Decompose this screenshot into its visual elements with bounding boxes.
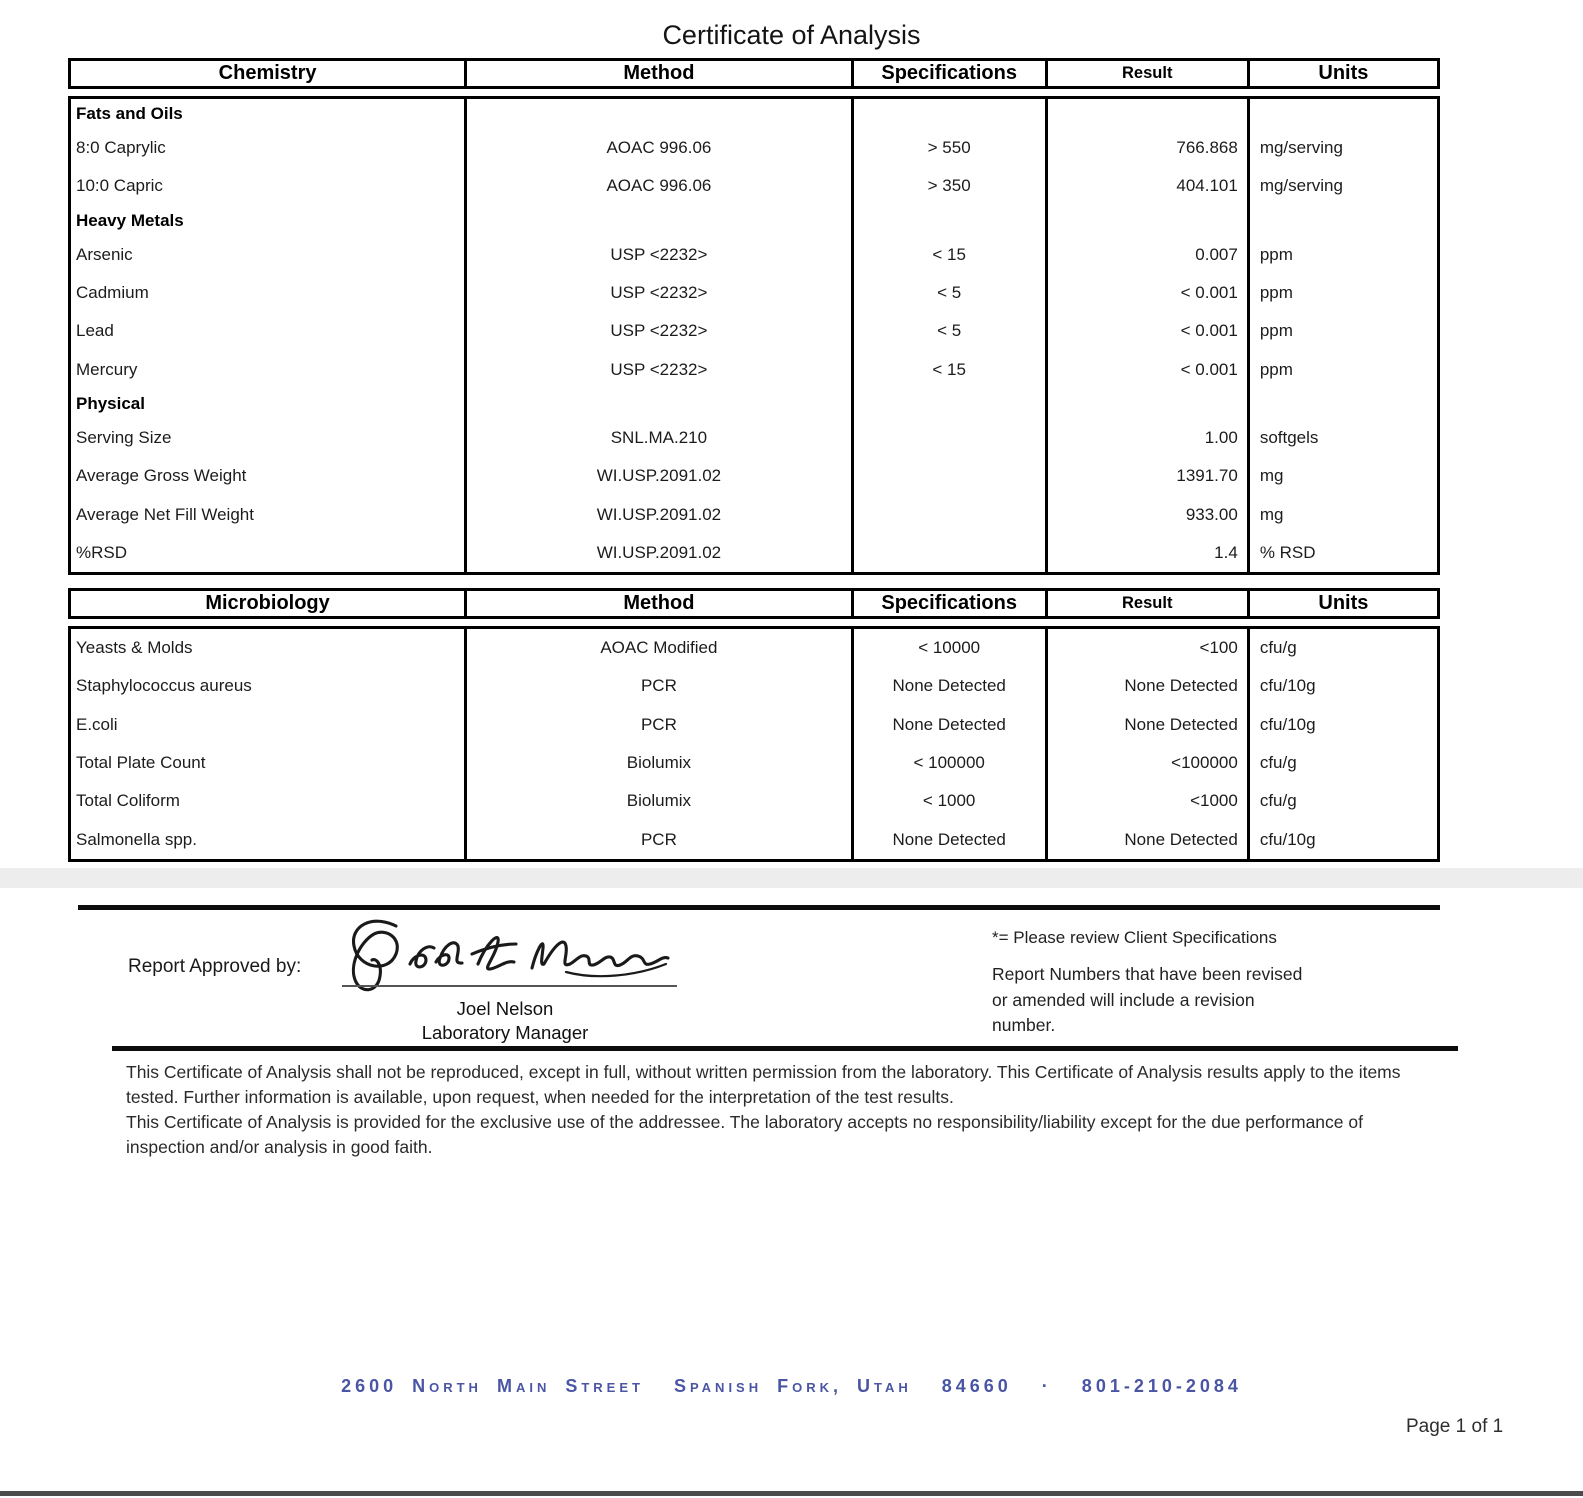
- chemistry-cell-c3: [854, 457, 1048, 495]
- signer-name: Joel Nelson: [456, 998, 554, 1019]
- microbiology-cell-c3: None Detected: [854, 821, 1048, 859]
- signature-line: [342, 985, 677, 987]
- microbiology-cell-c5: cfu/g: [1259, 638, 1297, 658]
- microbiology-cell-c2: AOAC Modified: [467, 629, 854, 667]
- chemistry-cell-c5: mg/serving: [1259, 138, 1343, 158]
- chemistry-cell-c5: mg: [1259, 504, 1284, 524]
- chemistry-data-row: [71, 419, 1437, 457]
- chemistry-cell-c1: 8:0 Caprylic: [71, 129, 467, 167]
- microbiology-data-row: [71, 744, 1437, 782]
- chemistry-cell-c2: USP <2232>: [467, 274, 854, 312]
- chemistry-cell-c4: < 0.001: [1048, 274, 1250, 312]
- page-title: Certificate of Analysis: [662, 20, 921, 50]
- column-header-units: Units: [1318, 592, 1369, 614]
- chemistry-cell-c5: softgels: [1259, 427, 1319, 447]
- chemistry-cell-c2: AOAC 996.06: [467, 129, 854, 167]
- chemistry-table-body: [68, 96, 1440, 575]
- microbiology-data-row: [71, 821, 1437, 859]
- divider-bottom: [112, 1046, 1458, 1051]
- chemistry-cell-c1: Heavy Metals: [71, 206, 467, 236]
- chemistry-cell-c2: USP <2232>: [467, 350, 854, 388]
- microbiology-cell-c2: PCR: [467, 667, 854, 705]
- chemistry-cell-c5: ppm: [1259, 283, 1293, 303]
- column-header-specifications: Specifications: [854, 591, 1048, 616]
- chemistry-cell-c2: WI.USP.2091.02: [467, 457, 854, 495]
- column-header-chemistry: Chemistry: [71, 61, 467, 86]
- microbiology-cell-c5: cfu/10g: [1259, 676, 1316, 696]
- chemistry-cell-c3: < 5: [854, 312, 1048, 350]
- chemistry-cell-c3: [854, 389, 1048, 419]
- chemistry-data-row: [71, 312, 1437, 350]
- microbiology-cell-c1: Yeasts & Molds: [71, 629, 467, 667]
- microbiology-cell-c1: Salmonella spp.: [71, 821, 467, 859]
- chemistry-cell-c1: Physical: [71, 389, 467, 419]
- microbiology-table-header: [68, 588, 1440, 619]
- chemistry-cell-c3: [854, 495, 1048, 533]
- chemistry-cell-c2: [467, 206, 854, 236]
- microbiology-cell-c4: None Detected: [1048, 667, 1250, 705]
- microbiology-table-body: [68, 626, 1440, 862]
- microbiology-cell-c3: < 1000: [854, 782, 1048, 820]
- microbiology-cell-c3: None Detected: [854, 706, 1048, 744]
- microbiology-cell-c4: <100000: [1048, 744, 1250, 782]
- chemistry-cell-c4: [1048, 206, 1250, 236]
- chemistry-cell-c3: > 550: [854, 129, 1048, 167]
- disclaimer: [126, 1060, 1426, 1160]
- disclaimer-paragraph-2: This Certificate of Analysis is provided for the exclusive use of the addressee. The laboratory accepts no responsibility/liability except for the due performance of inspection and/or analysis in good faith.: [126, 1112, 1363, 1157]
- microbiology-cell-c5: cfu/g: [1259, 753, 1297, 773]
- revision-note: Report Numbers that have been revised or amended will include a revision number.: [992, 964, 1303, 1035]
- chemistry-data-row: [71, 129, 1437, 167]
- microbiology-cell-c1: Total Plate Count: [71, 744, 467, 782]
- chemistry-section-row: [71, 389, 1437, 419]
- chemistry-data-row: [71, 350, 1437, 388]
- chemistry-cell-c5: ppm: [1259, 359, 1293, 379]
- chemistry-data-row: [71, 274, 1437, 312]
- page-number: Page 1 of 1: [1406, 1416, 1504, 1437]
- microbiology-data-row: [71, 629, 1437, 667]
- microbiology-data-row: [71, 706, 1437, 744]
- chemistry-cell-c2: WI.USP.2091.02: [467, 495, 854, 533]
- chemistry-cell-c5: ppm: [1259, 321, 1293, 341]
- chemistry-cell-c4: [1048, 99, 1250, 129]
- chemistry-cell-c4: 1.4: [1048, 534, 1250, 572]
- column-header-method: Method: [467, 61, 854, 86]
- chemistry-cell-c3: < 5: [854, 274, 1048, 312]
- chemistry-cell-c4: 0.007: [1048, 236, 1250, 274]
- client-spec-note: *= Please review Client Specifications: [992, 928, 1277, 947]
- chemistry-cell-c2: WI.USP.2091.02: [467, 534, 854, 572]
- chemistry-data-row: [71, 534, 1437, 572]
- chemistry-cell-c3: [854, 99, 1048, 129]
- chemistry-section-row: [71, 99, 1437, 129]
- report-approved-label: Report Approved by:: [128, 956, 302, 977]
- disclaimer-paragraph-1: This Certificate of Analysis shall not be reproduced, except in full, without written permission from the laboratory. This Certificate of Analysis results apply to the items tested. Further information is available, upon request, when needed for the interpretation of the test results.: [126, 1062, 1401, 1107]
- chemistry-cell-c1: Cadmium: [71, 274, 467, 312]
- chemistry-cell-c5: ppm: [1259, 244, 1293, 264]
- column-header-microbiology: Microbiology: [71, 591, 467, 616]
- chemistry-cell-c1: 10:0 Capric: [71, 167, 467, 205]
- chemistry-cell-c3: [854, 206, 1048, 236]
- column-header-result: Result: [1048, 61, 1250, 86]
- microbiology-cell-c3: < 10000: [854, 629, 1048, 667]
- divider-top: [78, 905, 1440, 910]
- microbiology-cell-c2: Biolumix: [467, 744, 854, 782]
- chemistry-cell-c1: %RSD: [71, 534, 467, 572]
- microbiology-cell-c1: Total Coliform: [71, 782, 467, 820]
- column-header-result: Result: [1048, 591, 1250, 616]
- chemistry-table: [68, 58, 1440, 575]
- chemistry-cell-c5: mg: [1259, 466, 1284, 486]
- chemistry-cell-c1: Fats and Oils: [71, 99, 467, 129]
- chemistry-cell-c4: [1048, 389, 1250, 419]
- microbiology-table: [68, 588, 1440, 862]
- column-header-units: Units: [1318, 62, 1369, 84]
- lab-address: 2600 North Main Street Spanish Fork, Utah 84660 · 801-210-2084: [341, 1376, 1242, 1396]
- chemistry-section-row: [71, 206, 1437, 236]
- chemistry-cell-c4: 766.868: [1048, 129, 1250, 167]
- scan-bottom-edge: [0, 1491, 1583, 1496]
- chemistry-table-header: [68, 58, 1440, 89]
- chemistry-cell-c2: SNL.MA.210: [467, 419, 854, 457]
- chemistry-cell-c3: [854, 419, 1048, 457]
- microbiology-cell-c4: None Detected: [1048, 706, 1250, 744]
- microbiology-cell-c4: <100: [1048, 629, 1250, 667]
- microbiology-cell-c3: < 100000: [854, 744, 1048, 782]
- chemistry-cell-c4: < 0.001: [1048, 312, 1250, 350]
- chemistry-cell-c1: Lead: [71, 312, 467, 350]
- signer-title: Laboratory Manager: [421, 1022, 589, 1043]
- chemistry-cell-c1: Arsenic: [71, 236, 467, 274]
- chemistry-cell-c5: mg/serving: [1259, 176, 1343, 196]
- microbiology-cell-c1: E.coli: [71, 706, 467, 744]
- chemistry-cell-c2: USP <2232>: [467, 236, 854, 274]
- chemistry-cell-c3: < 15: [854, 350, 1048, 388]
- microbiology-cell-c4: <1000: [1048, 782, 1250, 820]
- chemistry-cell-c5: [1250, 99, 1437, 129]
- chemistry-cell-c3: > 350: [854, 167, 1048, 205]
- chemistry-cell-c2: AOAC 996.06: [467, 167, 854, 205]
- chemistry-cell-c4: < 0.001: [1048, 350, 1250, 388]
- chemistry-cell-c5: % RSD: [1259, 542, 1316, 562]
- chemistry-cell-c2: [467, 389, 854, 419]
- chemistry-cell-c3: < 15: [854, 236, 1048, 274]
- microbiology-cell-c5: cfu/g: [1259, 791, 1297, 811]
- chemistry-cell-c5: [1250, 389, 1437, 419]
- scan-gray-band: [0, 868, 1583, 888]
- chemistry-data-row: [71, 167, 1437, 205]
- microbiology-cell-c3: None Detected: [854, 667, 1048, 705]
- chemistry-cell-c1: Mercury: [71, 350, 467, 388]
- chemistry-data-row: [71, 236, 1437, 274]
- chemistry-data-row: [71, 495, 1437, 533]
- microbiology-cell-c5: cfu/10g: [1259, 829, 1316, 849]
- chemistry-cell-c4: 1.00: [1048, 419, 1250, 457]
- chemistry-cell-c2: [467, 99, 854, 129]
- microbiology-data-row: [71, 667, 1437, 705]
- microbiology-cell-c5: cfu/10g: [1259, 714, 1316, 734]
- microbiology-cell-c2: PCR: [467, 821, 854, 859]
- chemistry-cell-c1: Average Gross Weight: [71, 457, 467, 495]
- microbiology-cell-c4: None Detected: [1048, 821, 1250, 859]
- column-header-specifications: Specifications: [854, 61, 1048, 86]
- chemistry-cell-c1: Average Net Fill Weight: [71, 495, 467, 533]
- column-header-method: Method: [467, 591, 854, 616]
- microbiology-cell-c1: Staphylococcus aureus: [71, 667, 467, 705]
- chemistry-cell-c4: 933.00: [1048, 495, 1250, 533]
- chemistry-cell-c3: [854, 534, 1048, 572]
- chemistry-data-row: [71, 457, 1437, 495]
- chemistry-cell-c4: 1391.70: [1048, 457, 1250, 495]
- microbiology-data-row: [71, 782, 1437, 820]
- microbiology-cell-c2: PCR: [467, 706, 854, 744]
- chemistry-cell-c5: [1250, 206, 1437, 236]
- chemistry-cell-c2: USP <2232>: [467, 312, 854, 350]
- microbiology-cell-c2: Biolumix: [467, 782, 854, 820]
- chemistry-cell-c4: 404.101: [1048, 167, 1250, 205]
- chemistry-cell-c1: Serving Size: [71, 419, 467, 457]
